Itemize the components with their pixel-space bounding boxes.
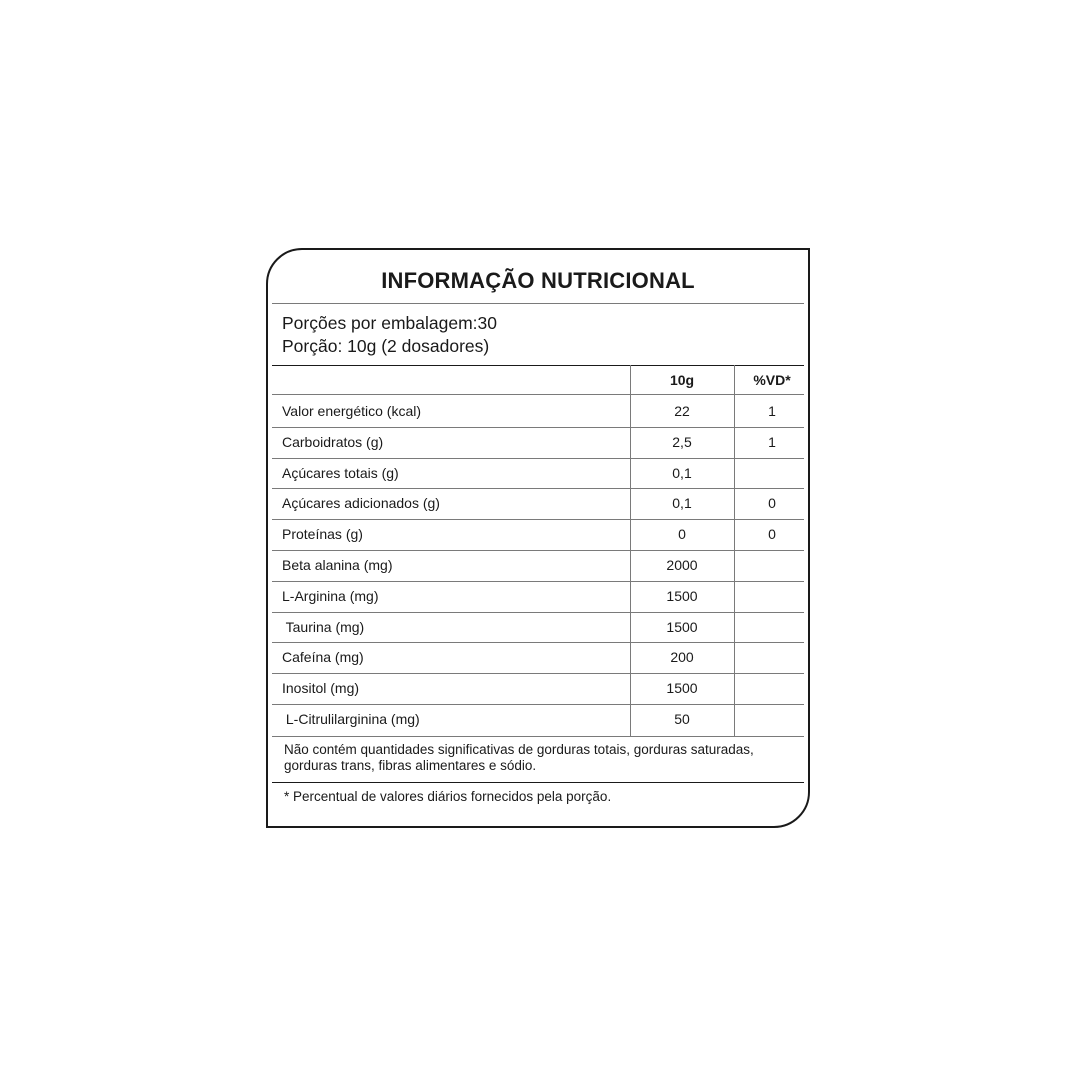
- nutrient-daily-value: 1: [768, 433, 776, 450]
- daily-value-footnote: * Percentual de valores diários fornecidos pela porção.: [284, 789, 612, 804]
- column-header-portion: 10g: [669, 372, 695, 388]
- nutrient-name: Proteínas (g): [282, 526, 363, 543]
- nutrient-amount: 0,1: [672, 495, 692, 512]
- table-row: [272, 612, 804, 643]
- nutrient-name: L-Arginina (mg): [282, 587, 379, 604]
- table-row: [272, 581, 804, 612]
- table-bottom-divider: [272, 736, 804, 737]
- nutrient-name: Carboidratos (g): [282, 433, 384, 450]
- nutrient-name: Taurina (mg): [282, 618, 365, 635]
- nutrient-amount: 1500: [666, 587, 698, 604]
- not-significant-note: Não contém quantidades significativas de gorduras totais, gorduras saturadas, gorduras trans, fibras alimentares e sódio.: [284, 742, 754, 773]
- table-header-row: [272, 365, 804, 396]
- table-row: [272, 550, 804, 581]
- nutrient-amount: 2000: [666, 557, 698, 573]
- table-row: [272, 427, 804, 458]
- table-row: [272, 673, 804, 704]
- nutrient-name: Inositol (mg): [282, 680, 360, 697]
- table-row: [272, 396, 804, 427]
- nutrient-daily-value: [734, 550, 810, 581]
- row-divider: [272, 394, 804, 395]
- servings-per-package: Porções por embalagem:30: [282, 313, 497, 333]
- table-row: [272, 458, 804, 489]
- nutrient-daily-value: 1: [768, 403, 776, 419]
- table-row: [272, 519, 804, 550]
- nutrient-daily-value: [734, 581, 810, 612]
- nutrition-facts-label: [266, 248, 810, 828]
- nutrient-amount: 2,5: [672, 433, 692, 450]
- nutrient-daily-value: [734, 704, 810, 735]
- divider: [272, 303, 804, 304]
- nutrient-amount: 200: [670, 649, 694, 666]
- nutrient-amount: 1500: [666, 680, 698, 697]
- table-row: [272, 642, 804, 673]
- serving-info: [282, 312, 497, 358]
- nutrient-name: L-Citrulilarginina (mg): [282, 711, 420, 727]
- nutrient-daily-value: 0: [768, 526, 776, 543]
- serving-size: Porção: 10g (2 dosadores): [282, 336, 490, 356]
- nutrient-name: Açúcares adicionados (g): [282, 495, 440, 512]
- table-row: [272, 704, 804, 735]
- nutrient-name: Beta alanina (mg): [282, 557, 393, 573]
- nutrient-name: Cafeína (mg): [282, 649, 364, 666]
- nutrient-daily-value: [734, 612, 810, 643]
- column-header-daily-value: %VD*: [753, 372, 791, 388]
- nutrient-name: Açúcares totais (g): [282, 464, 399, 481]
- nutrient-daily-value: 0: [768, 495, 776, 512]
- nutrient-amount: 0,1: [672, 464, 692, 481]
- nutrient-amount: 1500: [666, 618, 698, 635]
- nutrient-daily-value: [734, 458, 810, 489]
- footnote-divider: [272, 782, 804, 783]
- nutrient-amount: 0: [678, 526, 686, 543]
- nutrient-daily-value: [734, 642, 810, 673]
- table-row: [272, 488, 804, 519]
- nutrient-amount: 50: [674, 711, 690, 727]
- nutrient-name: Valor energético (kcal): [282, 403, 422, 419]
- nutrient-daily-value: [734, 673, 810, 704]
- label-title: INFORMAÇÃO NUTRICIONAL: [381, 268, 695, 293]
- nutrient-amount: 22: [674, 403, 690, 419]
